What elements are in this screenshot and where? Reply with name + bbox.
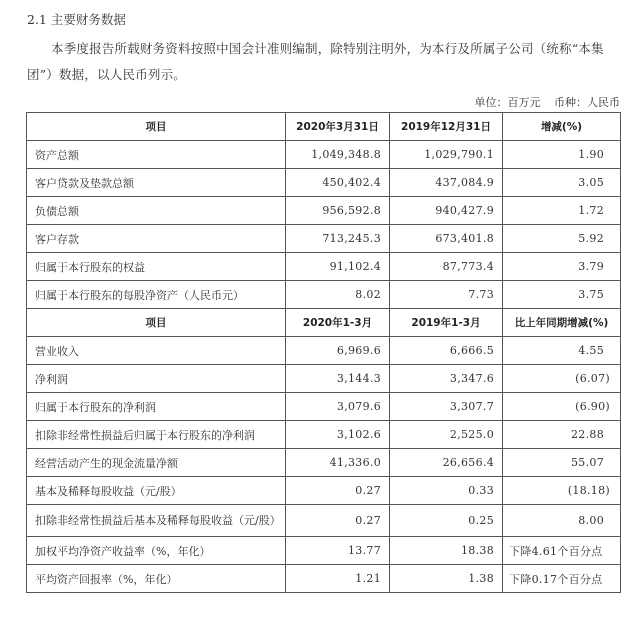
col-header-item: 项目 [27,113,286,141]
cell-value: 1,049,348.8 [286,141,390,169]
col-header-2019-q1: 2019年1-3月 [390,309,503,337]
cell-value: 437,084.9 [390,169,503,197]
cell-value: 956,592.8 [286,197,390,225]
row-label: 资产总额 [27,141,286,169]
unit-line [475,94,621,110]
cell-value: 6,969.6 [286,337,390,365]
cell-value: 0.33 [390,477,503,505]
cell-change: 4.55 [503,337,621,365]
col-header-yoy-change: 比上年同期增减(%) [503,309,621,337]
row-label: 归属于本行股东的净利润 [27,393,286,421]
cell-change: 22.88 [503,421,621,449]
cell-value: 1,029,790.1 [390,141,503,169]
cell-change: (6.90) [503,393,621,421]
cell-value: 13.77 [286,537,390,565]
cell-value: 87,773.4 [390,253,503,281]
table-row [27,197,621,225]
cell-value: 6,666.5 [390,337,503,365]
cell-value: 673,401.8 [390,225,503,253]
row-label: 负债总额 [27,197,286,225]
table-row [27,225,621,253]
col-header-2020-q1: 2020年1-3月 [286,309,390,337]
cell-value: 0.27 [286,477,390,505]
cell-change: 3.79 [503,253,621,281]
table-row [27,337,621,365]
cell-value: 3,079.6 [286,393,390,421]
cell-value: 450,402.4 [286,169,390,197]
row-label: 平均资产回报率（%，年化） [27,565,286,593]
table-row [27,537,621,565]
cell-change: 5.92 [503,225,621,253]
cell-value: 1.38 [390,565,503,593]
cell-change: 1.72 [503,197,621,225]
cell-change: 1.90 [503,141,621,169]
cell-value: 26,656.4 [390,449,503,477]
table-row [27,449,621,477]
currency-label: 币种：人民币 [554,96,620,109]
cell-value: 2,525.0 [390,421,503,449]
cell-value: 41,336.0 [286,449,390,477]
table-row [27,421,621,449]
table-row [27,253,621,281]
cell-value: 0.27 [286,505,390,537]
row-label: 归属于本行股东的权益 [27,253,286,281]
table-row [27,505,621,537]
cell-change: 下降0.17个百分点 [503,565,621,593]
col-header-change: 增减(%) [503,113,621,141]
unit-label: 单位：百万元 [474,96,541,109]
cell-value: 3,347.6 [390,365,503,393]
row-label: 客户存款 [27,225,286,253]
row-label: 营业收入 [27,337,286,365]
section-title: 2.1 主要财务数据 [27,12,126,27]
table-row [27,281,621,309]
cell-change: 8.00 [503,505,621,537]
col-header-2019-12-31: 2019年12月31日 [390,113,503,141]
table-row [27,565,621,593]
cell-change: (18.18) [503,477,621,505]
col-header-item: 项目 [27,309,286,337]
cell-value: 713,245.3 [286,225,390,253]
intro-paragraph: 本季度报告所载财务资料按照中国会计准则编制，除特别注明外，为本行及所属子公司（统称“本集团”）数据，以人民币列示。 [27,41,604,82]
financial-data-table [26,112,621,593]
table-row [27,393,621,421]
cell-value: 91,102.4 [286,253,390,281]
cell-change: (6.07) [503,365,621,393]
cell-change: 下降4.61个百分点 [503,537,621,565]
row-label: 扣除非经常性损益后基本及稀释每股收益（元/股） [27,505,286,537]
cell-value: 940,427.9 [390,197,503,225]
cell-change: 3.05 [503,169,621,197]
row-label: 经营活动产生的现金流量净额 [27,449,286,477]
cell-value: 1.21 [286,565,390,593]
row-label: 归属于本行股东的每股净资产（人民币元） [27,281,286,309]
cell-value: 0.25 [390,505,503,537]
cell-change: 3.75 [503,281,621,309]
row-label: 客户贷款及垫款总额 [27,169,286,197]
row-label: 扣除非经常性损益后归属于本行股东的净利润 [27,421,286,449]
cell-value: 7.73 [390,281,503,309]
cell-value: 3,307.7 [390,393,503,421]
table2-header-row [27,309,621,337]
row-label: 净利润 [27,365,286,393]
row-label: 基本及稀释每股收益（元/股） [27,477,286,505]
cell-value: 3,102.6 [286,421,390,449]
table-row [27,477,621,505]
col-header-2020-03-31: 2020年3月31日 [286,113,390,141]
cell-value: 3,144.3 [286,365,390,393]
cell-value: 18.38 [390,537,503,565]
table-row [27,169,621,197]
table-row [27,141,621,169]
cell-change: 55.07 [503,449,621,477]
table1-header-row [27,113,621,141]
cell-value: 8.02 [286,281,390,309]
row-label: 加权平均净资产收益率（%，年化） [27,537,286,565]
table-row [27,365,621,393]
